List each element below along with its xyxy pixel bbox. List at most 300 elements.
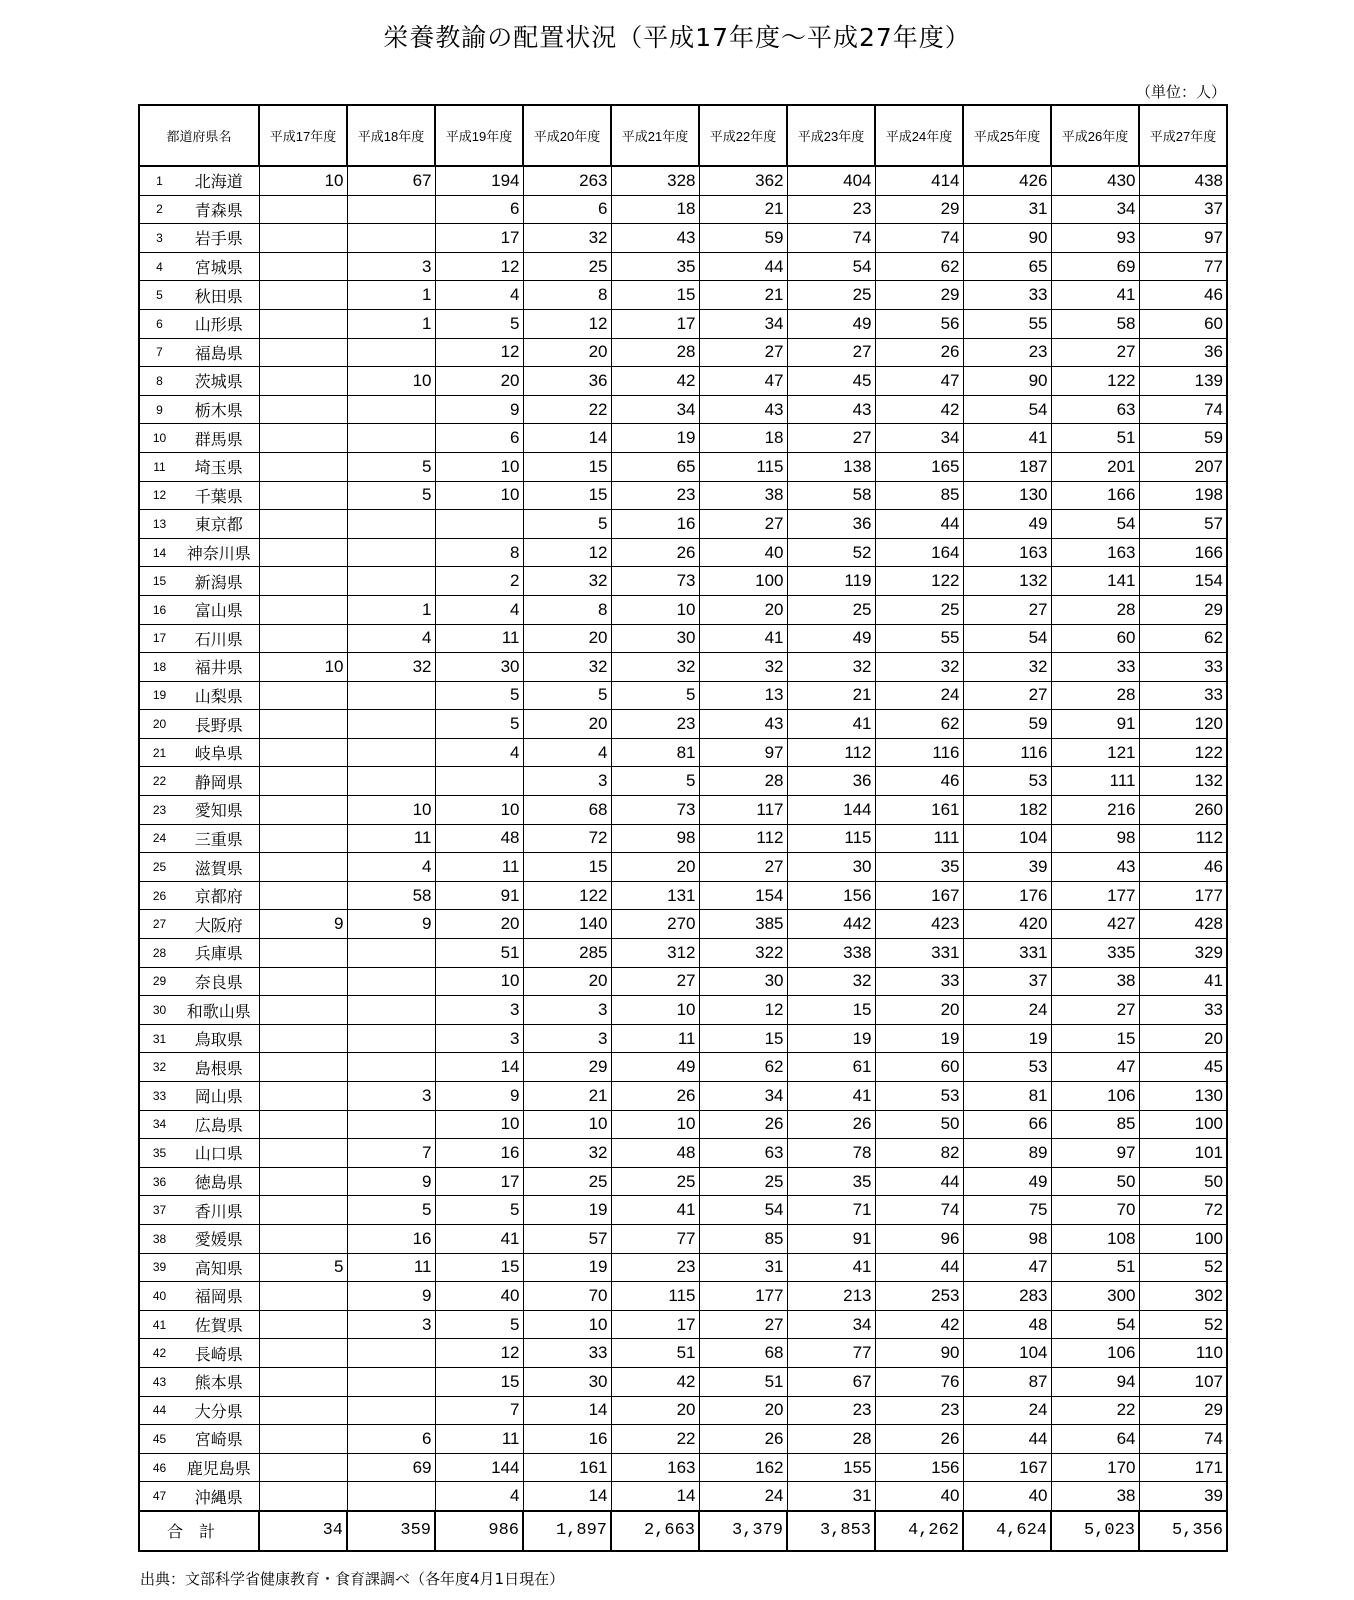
value-cell: 26 bbox=[611, 538, 699, 567]
value-cell: 78 bbox=[787, 1139, 875, 1168]
value-cell bbox=[259, 939, 347, 968]
value-cell: 72 bbox=[523, 824, 611, 853]
value-cell: 423 bbox=[875, 910, 963, 939]
prefecture-name: 北海道 bbox=[179, 166, 259, 195]
value-cell: 32 bbox=[611, 653, 699, 682]
row-number: 5 bbox=[139, 281, 179, 310]
value-cell bbox=[435, 767, 523, 796]
value-cell: 362 bbox=[699, 166, 787, 195]
value-cell: 20 bbox=[435, 367, 523, 396]
value-cell bbox=[259, 967, 347, 996]
value-cell: 426 bbox=[963, 166, 1051, 195]
value-cell: 98 bbox=[1051, 824, 1139, 853]
table-row bbox=[139, 881, 1227, 910]
table-row bbox=[139, 338, 1227, 367]
value-cell: 60 bbox=[1051, 624, 1139, 653]
value-cell bbox=[347, 1053, 435, 1082]
value-cell: 4 bbox=[435, 738, 523, 767]
value-cell: 5 bbox=[347, 481, 435, 510]
value-cell: 39 bbox=[1139, 1482, 1227, 1511]
value-cell bbox=[259, 710, 347, 739]
column-header-year: 平成20年度 bbox=[523, 105, 611, 166]
value-cell: 41 bbox=[435, 1224, 523, 1253]
value-cell: 155 bbox=[787, 1453, 875, 1482]
value-cell: 54 bbox=[1051, 510, 1139, 539]
header-row bbox=[139, 105, 1227, 166]
value-cell bbox=[259, 481, 347, 510]
value-cell: 47 bbox=[963, 1253, 1051, 1282]
table-row bbox=[139, 367, 1227, 396]
row-number: 19 bbox=[139, 681, 179, 710]
page-title: 栄養教諭の配置状況（平成17年度～平成27年度） bbox=[383, 23, 971, 52]
value-cell bbox=[347, 967, 435, 996]
value-cell: 85 bbox=[699, 1224, 787, 1253]
value-cell: 300 bbox=[1051, 1282, 1139, 1311]
value-cell: 21 bbox=[699, 195, 787, 224]
value-cell: 33 bbox=[523, 1339, 611, 1368]
value-cell: 21 bbox=[787, 681, 875, 710]
value-cell: 3 bbox=[347, 252, 435, 281]
value-cell: 285 bbox=[523, 939, 611, 968]
table-row bbox=[139, 1224, 1227, 1253]
prefecture-name: 静岡県 bbox=[179, 767, 259, 796]
value-cell: 74 bbox=[875, 224, 963, 253]
value-cell: 6 bbox=[347, 1425, 435, 1454]
value-cell: 15 bbox=[699, 1024, 787, 1053]
value-cell: 3 bbox=[523, 996, 611, 1025]
value-cell: 15 bbox=[787, 996, 875, 1025]
prefecture-name: 沖縄県 bbox=[179, 1482, 259, 1511]
value-cell: 110 bbox=[1139, 1339, 1227, 1368]
value-cell: 156 bbox=[875, 1453, 963, 1482]
value-cell: 163 bbox=[611, 1453, 699, 1482]
table-row bbox=[139, 910, 1227, 939]
prefecture-name: 神奈川県 bbox=[179, 538, 259, 567]
value-cell: 54 bbox=[963, 624, 1051, 653]
value-cell: 27 bbox=[963, 595, 1051, 624]
value-cell: 47 bbox=[699, 367, 787, 396]
value-cell: 5 bbox=[435, 681, 523, 710]
value-cell: 51 bbox=[699, 1367, 787, 1396]
prefecture-name: 東京都 bbox=[179, 510, 259, 539]
table-body bbox=[139, 166, 1227, 1511]
table-row bbox=[139, 395, 1227, 424]
value-cell: 68 bbox=[699, 1339, 787, 1368]
value-cell: 53 bbox=[963, 1053, 1051, 1082]
value-cell: 3 bbox=[347, 1310, 435, 1339]
total-cell: 5,023 bbox=[1051, 1511, 1139, 1551]
row-number: 35 bbox=[139, 1139, 179, 1168]
row-number: 45 bbox=[139, 1425, 179, 1454]
value-cell: 22 bbox=[611, 1425, 699, 1454]
value-cell: 322 bbox=[699, 939, 787, 968]
value-cell bbox=[259, 1339, 347, 1368]
value-cell: 69 bbox=[1051, 252, 1139, 281]
value-cell: 91 bbox=[435, 881, 523, 910]
value-cell bbox=[259, 853, 347, 882]
value-cell: 19 bbox=[523, 1196, 611, 1225]
prefecture-name: 岐阜県 bbox=[179, 738, 259, 767]
table-row bbox=[139, 796, 1227, 825]
value-cell: 27 bbox=[699, 1310, 787, 1339]
table-row bbox=[139, 1167, 1227, 1196]
value-cell: 312 bbox=[611, 939, 699, 968]
value-cell bbox=[435, 510, 523, 539]
prefecture-name: 愛知県 bbox=[179, 796, 259, 825]
value-cell: 71 bbox=[787, 1196, 875, 1225]
value-cell: 40 bbox=[699, 538, 787, 567]
value-cell: 67 bbox=[347, 166, 435, 195]
value-cell bbox=[259, 624, 347, 653]
value-cell: 59 bbox=[963, 710, 1051, 739]
value-cell: 24 bbox=[875, 681, 963, 710]
row-number: 11 bbox=[139, 452, 179, 481]
value-cell: 40 bbox=[875, 1482, 963, 1511]
value-cell: 182 bbox=[963, 796, 1051, 825]
value-cell: 32 bbox=[875, 653, 963, 682]
value-cell: 23 bbox=[611, 710, 699, 739]
value-cell: 37 bbox=[1139, 195, 1227, 224]
value-cell bbox=[347, 395, 435, 424]
value-cell: 49 bbox=[611, 1053, 699, 1082]
value-cell: 213 bbox=[787, 1282, 875, 1311]
value-cell: 28 bbox=[699, 767, 787, 796]
value-cell: 3 bbox=[523, 1024, 611, 1053]
value-cell: 5 bbox=[259, 1253, 347, 1282]
value-cell: 166 bbox=[1139, 538, 1227, 567]
value-cell bbox=[259, 567, 347, 596]
table-row bbox=[139, 1024, 1227, 1053]
prefecture-name: 宮城県 bbox=[179, 252, 259, 281]
value-cell: 15 bbox=[1051, 1024, 1139, 1053]
value-cell: 5 bbox=[435, 1196, 523, 1225]
value-cell: 82 bbox=[875, 1139, 963, 1168]
prefecture-name: 宮崎県 bbox=[179, 1425, 259, 1454]
value-cell: 58 bbox=[1051, 309, 1139, 338]
value-cell: 70 bbox=[1051, 1196, 1139, 1225]
value-cell: 5 bbox=[435, 710, 523, 739]
value-cell bbox=[347, 1024, 435, 1053]
value-cell bbox=[259, 1139, 347, 1168]
value-cell: 165 bbox=[875, 452, 963, 481]
table-row bbox=[139, 767, 1227, 796]
value-cell: 331 bbox=[875, 939, 963, 968]
prefecture-name: 石川県 bbox=[179, 624, 259, 653]
value-cell: 53 bbox=[963, 767, 1051, 796]
table-row bbox=[139, 624, 1227, 653]
value-cell: 51 bbox=[1051, 424, 1139, 453]
value-cell: 1 bbox=[347, 595, 435, 624]
value-cell: 73 bbox=[611, 796, 699, 825]
value-cell: 51 bbox=[611, 1339, 699, 1368]
value-cell: 28 bbox=[1051, 681, 1139, 710]
value-cell bbox=[347, 1367, 435, 1396]
value-cell: 122 bbox=[1051, 367, 1139, 396]
column-header-year: 平成24年度 bbox=[875, 105, 963, 166]
value-cell: 166 bbox=[1051, 481, 1139, 510]
prefecture-name: 福井県 bbox=[179, 653, 259, 682]
row-number: 40 bbox=[139, 1282, 179, 1311]
value-cell: 11 bbox=[347, 1253, 435, 1282]
value-cell: 12 bbox=[523, 538, 611, 567]
value-cell: 5 bbox=[611, 681, 699, 710]
value-cell bbox=[347, 538, 435, 567]
value-cell: 52 bbox=[1139, 1310, 1227, 1339]
value-cell: 65 bbox=[611, 452, 699, 481]
value-cell: 42 bbox=[611, 1367, 699, 1396]
value-cell bbox=[259, 1110, 347, 1139]
value-cell: 122 bbox=[875, 567, 963, 596]
value-cell bbox=[259, 338, 347, 367]
value-cell bbox=[259, 796, 347, 825]
value-cell: 302 bbox=[1139, 1282, 1227, 1311]
value-cell: 31 bbox=[787, 1482, 875, 1511]
table-row bbox=[139, 166, 1227, 195]
value-cell: 38 bbox=[1051, 967, 1139, 996]
value-cell: 154 bbox=[1139, 567, 1227, 596]
value-cell: 14 bbox=[523, 424, 611, 453]
value-cell: 43 bbox=[1051, 853, 1139, 882]
value-cell: 177 bbox=[1139, 881, 1227, 910]
value-cell: 49 bbox=[787, 624, 875, 653]
prefecture-name: 佐賀県 bbox=[179, 1310, 259, 1339]
value-cell: 27 bbox=[699, 510, 787, 539]
row-number: 21 bbox=[139, 738, 179, 767]
value-cell: 77 bbox=[611, 1224, 699, 1253]
value-cell: 38 bbox=[699, 481, 787, 510]
value-cell: 46 bbox=[1139, 853, 1227, 882]
value-cell: 106 bbox=[1051, 1339, 1139, 1368]
row-number: 29 bbox=[139, 967, 179, 996]
value-cell: 41 bbox=[787, 710, 875, 739]
placement-table bbox=[138, 104, 1228, 1552]
row-number: 10 bbox=[139, 424, 179, 453]
value-cell: 54 bbox=[963, 395, 1051, 424]
value-cell: 5 bbox=[523, 510, 611, 539]
value-cell: 11 bbox=[435, 853, 523, 882]
value-cell: 9 bbox=[347, 1282, 435, 1311]
value-cell: 29 bbox=[1139, 1396, 1227, 1425]
value-cell: 32 bbox=[347, 653, 435, 682]
table-row bbox=[139, 939, 1227, 968]
value-cell bbox=[259, 1167, 347, 1196]
value-cell: 32 bbox=[523, 224, 611, 253]
prefecture-name: 京都府 bbox=[179, 881, 259, 910]
value-cell: 14 bbox=[523, 1482, 611, 1511]
value-cell: 115 bbox=[699, 452, 787, 481]
value-cell: 24 bbox=[963, 996, 1051, 1025]
value-cell: 10 bbox=[435, 967, 523, 996]
value-cell: 163 bbox=[963, 538, 1051, 567]
value-cell: 139 bbox=[1139, 367, 1227, 396]
value-cell: 107 bbox=[1139, 1367, 1227, 1396]
value-cell: 4 bbox=[435, 281, 523, 310]
value-cell: 253 bbox=[875, 1282, 963, 1311]
table-row bbox=[139, 1482, 1227, 1511]
value-cell: 32 bbox=[787, 967, 875, 996]
value-cell: 25 bbox=[523, 1167, 611, 1196]
row-number: 20 bbox=[139, 710, 179, 739]
value-cell: 19 bbox=[875, 1024, 963, 1053]
value-cell: 138 bbox=[787, 452, 875, 481]
value-cell bbox=[259, 595, 347, 624]
value-cell: 1 bbox=[347, 309, 435, 338]
table-row bbox=[139, 1253, 1227, 1282]
value-cell: 12 bbox=[435, 252, 523, 281]
table-row bbox=[139, 252, 1227, 281]
value-cell: 53 bbox=[875, 1082, 963, 1111]
value-cell: 57 bbox=[1139, 510, 1227, 539]
value-cell: 49 bbox=[963, 510, 1051, 539]
row-number: 7 bbox=[139, 338, 179, 367]
row-number: 6 bbox=[139, 309, 179, 338]
table-row bbox=[139, 224, 1227, 253]
row-number: 41 bbox=[139, 1310, 179, 1339]
value-cell: 34 bbox=[611, 395, 699, 424]
value-cell: 30 bbox=[787, 853, 875, 882]
value-cell: 22 bbox=[523, 395, 611, 424]
value-cell: 6 bbox=[435, 195, 523, 224]
value-cell bbox=[347, 424, 435, 453]
value-cell: 163 bbox=[1051, 538, 1139, 567]
value-cell: 270 bbox=[611, 910, 699, 939]
value-cell: 10 bbox=[347, 796, 435, 825]
row-number: 2 bbox=[139, 195, 179, 224]
value-cell: 74 bbox=[875, 1196, 963, 1225]
value-cell: 122 bbox=[523, 881, 611, 910]
prefecture-name: 徳島県 bbox=[179, 1167, 259, 1196]
value-cell: 67 bbox=[787, 1367, 875, 1396]
value-cell bbox=[259, 1082, 347, 1111]
prefecture-name: 三重県 bbox=[179, 824, 259, 853]
value-cell: 23 bbox=[963, 338, 1051, 367]
value-cell bbox=[259, 195, 347, 224]
value-cell: 52 bbox=[787, 538, 875, 567]
value-cell: 19 bbox=[611, 424, 699, 453]
value-cell: 23 bbox=[875, 1396, 963, 1425]
total-cell: 1,897 bbox=[523, 1511, 611, 1551]
value-cell: 55 bbox=[875, 624, 963, 653]
value-cell: 164 bbox=[875, 538, 963, 567]
value-cell: 20 bbox=[611, 853, 699, 882]
value-cell: 17 bbox=[611, 1310, 699, 1339]
value-cell: 335 bbox=[1051, 939, 1139, 968]
prefecture-name: 栃木県 bbox=[179, 395, 259, 424]
value-cell: 20 bbox=[523, 710, 611, 739]
value-cell: 24 bbox=[963, 1396, 1051, 1425]
value-cell: 32 bbox=[699, 653, 787, 682]
value-cell: 16 bbox=[611, 510, 699, 539]
value-cell: 62 bbox=[875, 252, 963, 281]
value-cell: 33 bbox=[1051, 653, 1139, 682]
table-row bbox=[139, 538, 1227, 567]
value-cell: 420 bbox=[963, 910, 1051, 939]
value-cell bbox=[259, 824, 347, 853]
value-cell: 41 bbox=[963, 424, 1051, 453]
value-cell: 81 bbox=[611, 738, 699, 767]
value-cell: 198 bbox=[1139, 481, 1227, 510]
value-cell: 4 bbox=[435, 1482, 523, 1511]
value-cell: 438 bbox=[1139, 166, 1227, 195]
value-cell: 62 bbox=[875, 710, 963, 739]
value-cell: 20 bbox=[1139, 1024, 1227, 1053]
value-cell bbox=[347, 195, 435, 224]
value-cell: 66 bbox=[963, 1110, 1051, 1139]
prefecture-name: 富山県 bbox=[179, 595, 259, 624]
value-cell: 34 bbox=[1051, 195, 1139, 224]
row-number: 16 bbox=[139, 595, 179, 624]
value-cell: 130 bbox=[1139, 1082, 1227, 1111]
value-cell: 36 bbox=[787, 510, 875, 539]
prefecture-name: 高知県 bbox=[179, 1253, 259, 1282]
value-cell: 14 bbox=[611, 1482, 699, 1511]
row-number: 39 bbox=[139, 1253, 179, 1282]
prefecture-name: 鹿児島県 bbox=[179, 1453, 259, 1482]
value-cell: 58 bbox=[347, 881, 435, 910]
value-cell: 35 bbox=[875, 853, 963, 882]
prefecture-name: 熊本県 bbox=[179, 1367, 259, 1396]
value-cell: 10 bbox=[611, 595, 699, 624]
value-cell: 144 bbox=[787, 796, 875, 825]
value-cell bbox=[347, 681, 435, 710]
value-cell: 122 bbox=[1139, 738, 1227, 767]
value-cell bbox=[347, 710, 435, 739]
value-cell: 41 bbox=[1051, 281, 1139, 310]
value-cell: 19 bbox=[963, 1024, 1051, 1053]
value-cell: 59 bbox=[1139, 424, 1227, 453]
value-cell: 116 bbox=[963, 738, 1051, 767]
value-cell: 10 bbox=[259, 653, 347, 682]
value-cell bbox=[259, 452, 347, 481]
value-cell: 20 bbox=[523, 967, 611, 996]
value-cell bbox=[347, 1339, 435, 1368]
value-cell: 63 bbox=[699, 1139, 787, 1168]
value-cell: 90 bbox=[963, 224, 1051, 253]
value-cell: 98 bbox=[611, 824, 699, 853]
value-cell: 15 bbox=[435, 1253, 523, 1282]
value-cell: 6 bbox=[523, 195, 611, 224]
value-cell: 87 bbox=[963, 1367, 1051, 1396]
value-cell: 9 bbox=[435, 1082, 523, 1111]
value-cell bbox=[259, 309, 347, 338]
prefecture-name: 愛媛県 bbox=[179, 1224, 259, 1253]
value-cell: 15 bbox=[611, 281, 699, 310]
value-cell: 26 bbox=[875, 338, 963, 367]
value-cell bbox=[259, 767, 347, 796]
row-number: 18 bbox=[139, 653, 179, 682]
value-cell: 74 bbox=[1139, 395, 1227, 424]
value-cell: 74 bbox=[787, 224, 875, 253]
value-cell: 115 bbox=[787, 824, 875, 853]
value-cell: 111 bbox=[875, 824, 963, 853]
prefecture-name: 山梨県 bbox=[179, 681, 259, 710]
value-cell bbox=[259, 281, 347, 310]
column-header-year: 平成27年度 bbox=[1139, 105, 1227, 166]
value-cell: 7 bbox=[347, 1139, 435, 1168]
value-cell: 23 bbox=[611, 481, 699, 510]
value-cell: 63 bbox=[1051, 395, 1139, 424]
value-cell: 2 bbox=[435, 567, 523, 596]
prefecture-name: 群馬県 bbox=[179, 424, 259, 453]
value-cell: 69 bbox=[347, 1453, 435, 1482]
value-cell: 15 bbox=[523, 853, 611, 882]
value-cell: 29 bbox=[523, 1053, 611, 1082]
value-cell: 329 bbox=[1139, 939, 1227, 968]
total-cell: 2,663 bbox=[611, 1511, 699, 1551]
value-cell: 10 bbox=[435, 452, 523, 481]
value-cell: 44 bbox=[963, 1425, 1051, 1454]
column-header-year: 平成19年度 bbox=[435, 105, 523, 166]
